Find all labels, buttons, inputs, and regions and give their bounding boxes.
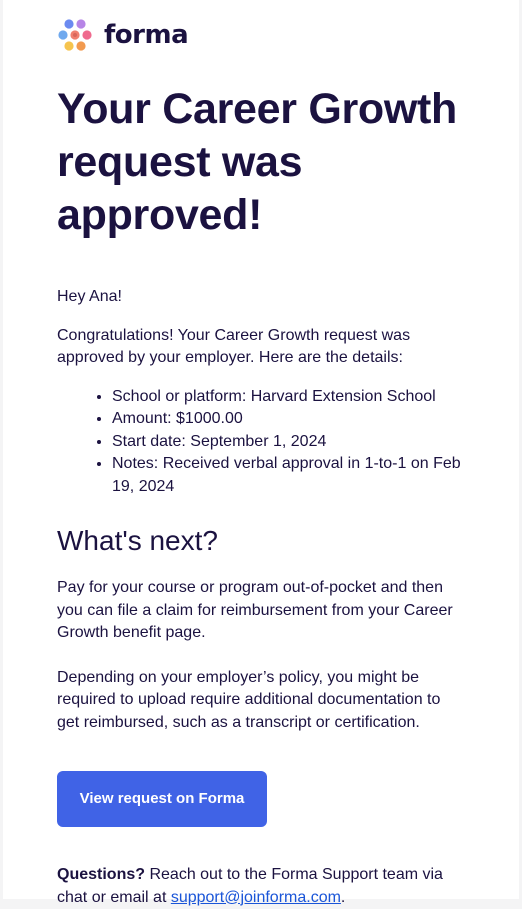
cta-container bbox=[57, 771, 467, 827]
request-details-list bbox=[57, 386, 467, 499]
detail-start-date: • Start date: September 1, 2024 bbox=[112, 431, 467, 454]
pay-instructions-text: Pay for your course or program out-of-pocket and then you can file a claim for reimbursement from your Career Growth benefit page. bbox=[57, 579, 453, 641]
questions-lead: Questions? bbox=[57, 866, 146, 883]
questions-paragraph bbox=[57, 864, 467, 909]
support-email-link[interactable]: support@joinforma.com bbox=[170, 888, 341, 906]
email-body bbox=[3, 0, 519, 906]
detail-notes: • Notes: Received verbal approval in 1-to-1 on Feb 19, 2024 bbox=[112, 453, 467, 498]
detail-school: • School or platform: Harvard Extension School bbox=[112, 386, 467, 409]
whats-next-heading: What's next? bbox=[57, 525, 218, 556]
view-request-button[interactable]: View request on Forma bbox=[57, 771, 267, 827]
brand-header bbox=[57, 17, 467, 53]
greeting-text: Hey Ana! bbox=[57, 288, 122, 305]
policy-text: Depending on your employer’s policy, you might be required to upload require additional documentation to get reimbursed, such as a transcript or certification. bbox=[57, 668, 441, 731]
forma-logo-icon bbox=[57, 17, 93, 53]
questions-text: Reach out to the Forma Support team via chat or email at bbox=[57, 866, 443, 906]
intro-text: Congratulations! Your Career Growth request was approved by your employer. Here are the details: bbox=[57, 326, 411, 366]
questions-end: . bbox=[340, 888, 346, 906]
email-headline: Your Career Growth request was approved! bbox=[57, 85, 457, 239]
brand-name: forma bbox=[104, 20, 189, 50]
detail-amount: • Amount: $1000.00 bbox=[112, 408, 467, 431]
